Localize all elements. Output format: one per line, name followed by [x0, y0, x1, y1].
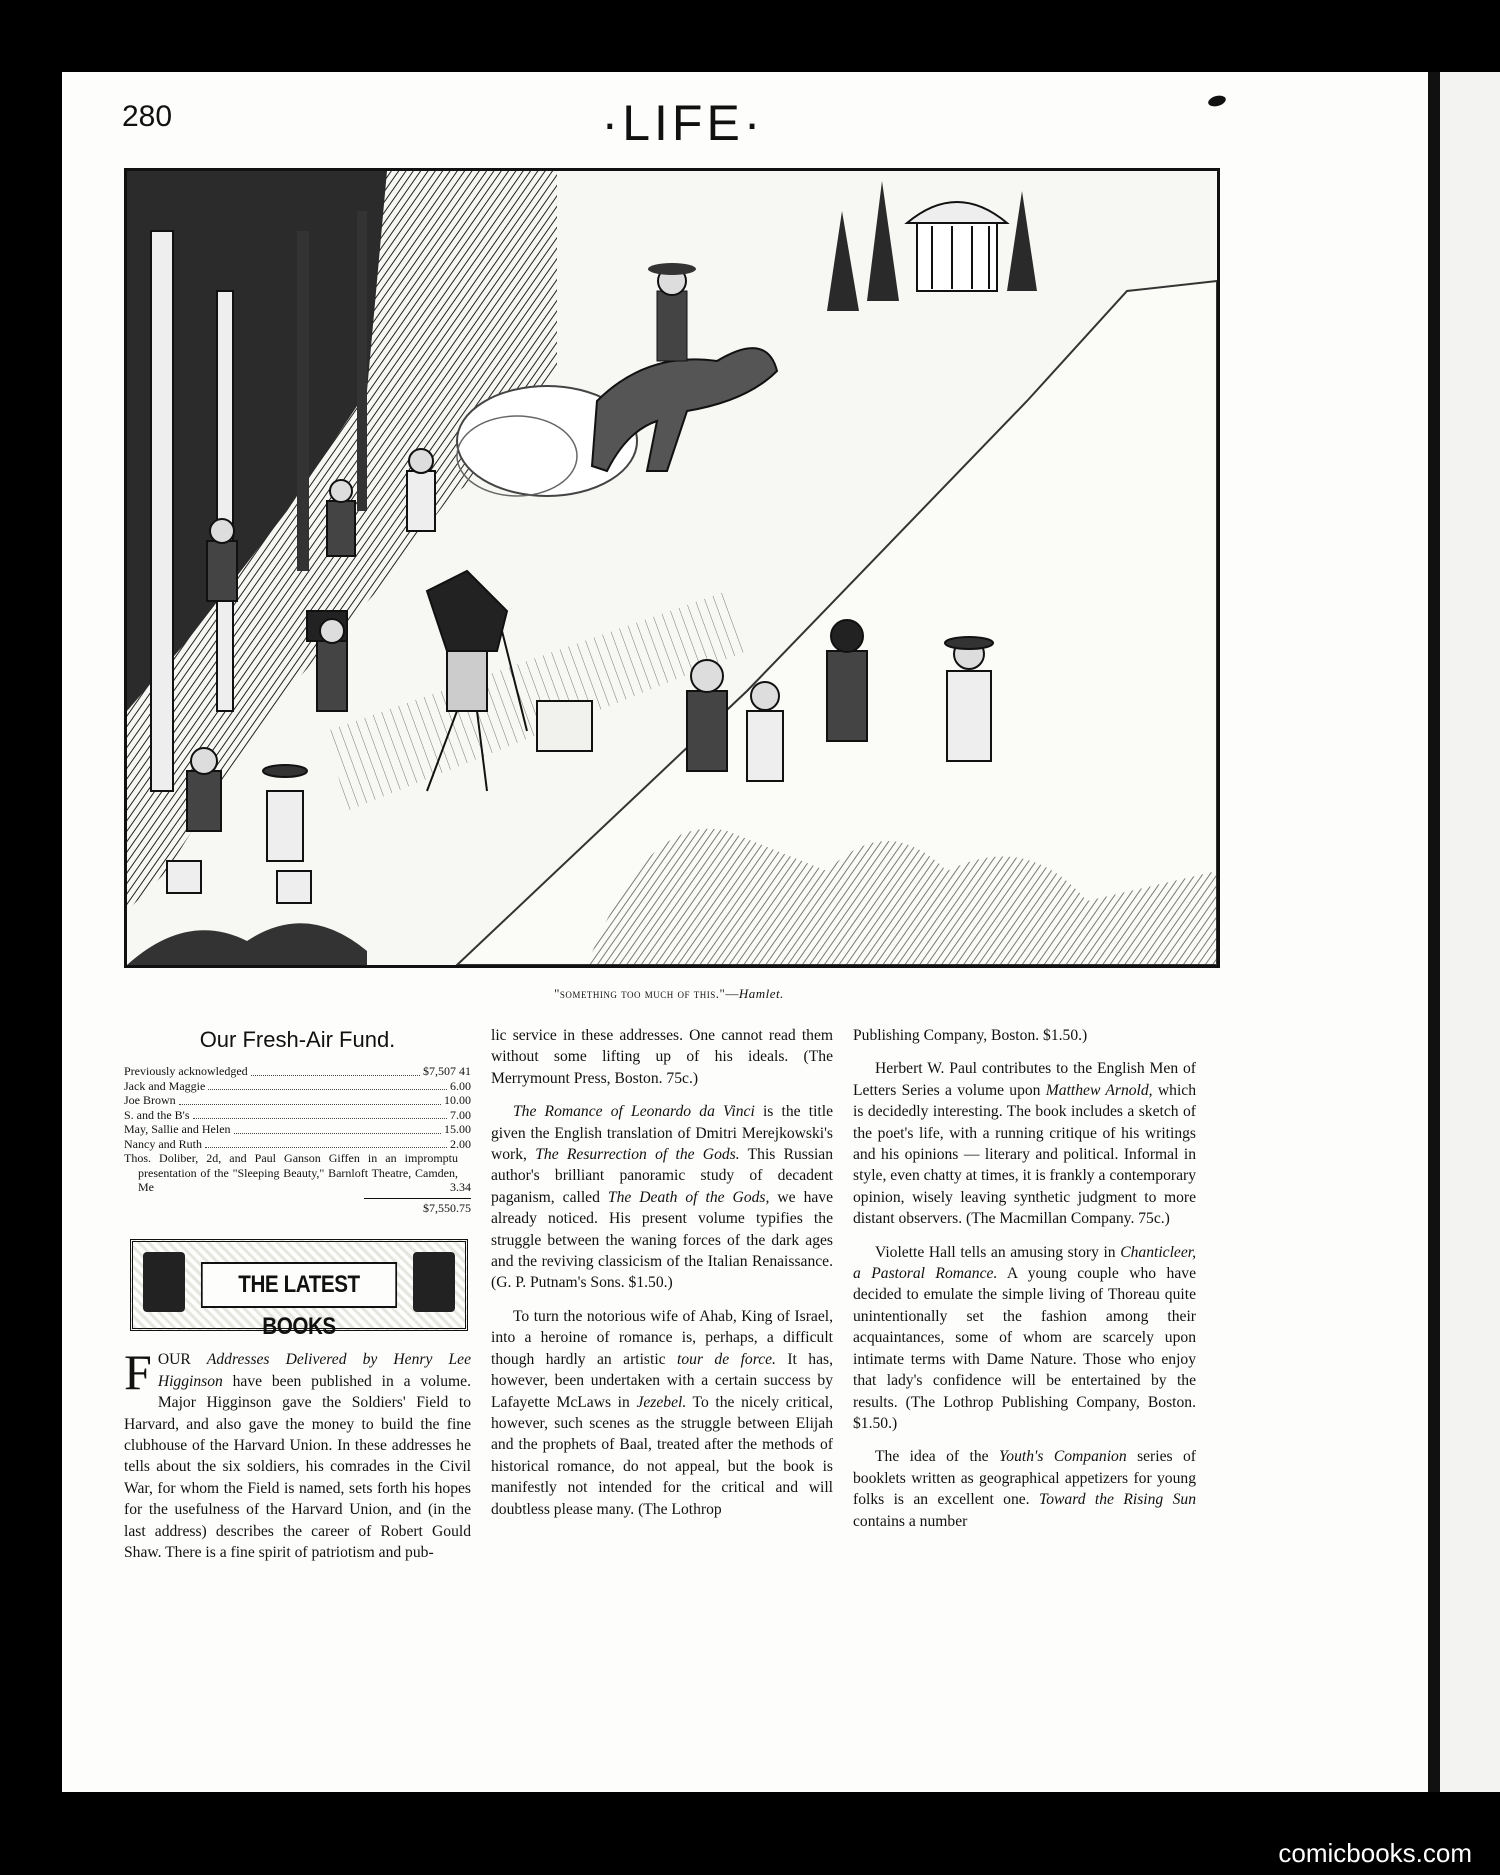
fund-entry: Nancy and Ruth 2.00 [124, 1136, 471, 1151]
masthead-title: ·LIFE· [601, 95, 765, 151]
review-chanticleer: Violette Hall tells an amusing story in Chanticleer, a Pastoral Romance. A young couple who have decided to emulate the simple living of Thoreau quite unintentionally set the fashion among their acquaintances, some of whom are scarcely upon intimate terms with Dame Nature. Those who enjoy that lady's confidence will be entertained by the results. (The Lothrop Publishing Company, Boston. $1.50.) [853, 1243, 1196, 1432]
adjacent-page-edge [1440, 72, 1500, 1792]
illustration-drawing [127, 171, 1217, 965]
latest-books-label: THE LATEST BOOKS [201, 1262, 397, 1308]
column-1 [124, 1025, 471, 1575]
cartoon-illustration [124, 168, 1220, 968]
review-matthew-arnold: Herbert W. Paul contributes to the English Men of Letters Series a volume upon Matthew Arnold, which is decidedly interesting. The book includes a sketch of the poet's life, with a running critique of his writings and his opinions — literary and political. Informal in style, even chatty at times, it is frankly a contemporary opinion, wisely leaving synthetic judgment to more distant observers. (The Macmillan Company. 75c.) [853, 1060, 1197, 1228]
fund-entry: May, Sallie and Helen 15.00 [124, 1122, 471, 1137]
review-higginson: FOUR Addresses Delivered by Henry Lee Higginson have been published in a volume. Major Higginson gave the Soldiers' Field to Harvard, and also gave the money to build the fine clubhouse of the Harvard Union. In these addresses he tells about the six soldiers, his comrades in the Civil War, for whom the Field is named, sets forth his hopes for the usefulness of the Harvard Union, and (in the last address) describes the career of Robert Gould Shaw. There is a fine spirit of patriotism and pub- [124, 1344, 471, 1562]
site-watermark: comicbooks.com [1278, 1838, 1472, 1868]
review-jezebel: To turn the notorious wife of Ahab, King of Israel, into a heroine of romance is, perhaps, a difficult though hardly an artistic tour de force. It has, however, been undertaken with a certain success by Lafayette McLaws in Jezebel. To the nicely critical, however, such scenes as the struggle between Elijah and the prophets of Baal, treated after the methods of historical romance, do not appeal, but the book is manifestly not intended for the critical and will doubtless please many. (The Lothrop [491, 1307, 833, 1518]
column-3 [853, 1025, 1196, 1544]
latest-books-banner [130, 1239, 468, 1341]
illustration-caption: "something too much of this."—Hamlet. [554, 986, 784, 1001]
fund-entry: Jack and Maggie 6.00 [124, 1078, 471, 1093]
drop-cap: F [124, 1344, 152, 1401]
review-leonardo: The Romance of Leonardo da Vinci is the title given the English translation of Dmitri Merejkowski's work, The Resurrection of the Gods. This Russian author's brilliant panoramic study of decadent paganism, called The Death of the Gods, we have already noticed. His present volume typifies the struggle between the waning forces of the dark ages and the reviving classicism of the Italian Renaissance. (G. P. Putnam's Sons. $1.50.) [491, 1103, 834, 1292]
fund-total: $7,550.75 [364, 1198, 471, 1216]
review-continuation: lic service in these addresses. One cannot read them without some lifting up of his ideals. (The Merrymount Press, Boston. 75c.) [491, 1027, 833, 1087]
book-ornament-icon [143, 1252, 185, 1312]
fund-list [124, 1064, 471, 1215]
fund-title: Our Fresh-Air Fund. [199, 1027, 396, 1052]
review-continuation: Publishing Company, Boston. $1.50.) [853, 1027, 1088, 1044]
fund-entry: Joe Brown 10.00 [124, 1093, 471, 1108]
fund-entry: Thos. Doliber, 2d, and Paul Ganson Giffen in an impromptu presentation of the "Sleeping Beauty," Barnloft Theatre, Camden, Me 3.34 [124, 1151, 471, 1195]
page-gutter [1428, 72, 1440, 1792]
fund-entry: Previously acknowledged $7,507 41 [124, 1064, 471, 1079]
fund-entry: S. and the B's 7.00 [124, 1107, 471, 1122]
page-number: 280 [122, 100, 173, 133]
book-ornament-icon [413, 1252, 455, 1312]
column-2 [491, 1025, 833, 1532]
review-youths-companion: The idea of the Youth's Companion series of booklets written as geographical appetizers for young folks is an excellent one. Toward the Rising Sun contains a number [853, 1448, 1197, 1530]
